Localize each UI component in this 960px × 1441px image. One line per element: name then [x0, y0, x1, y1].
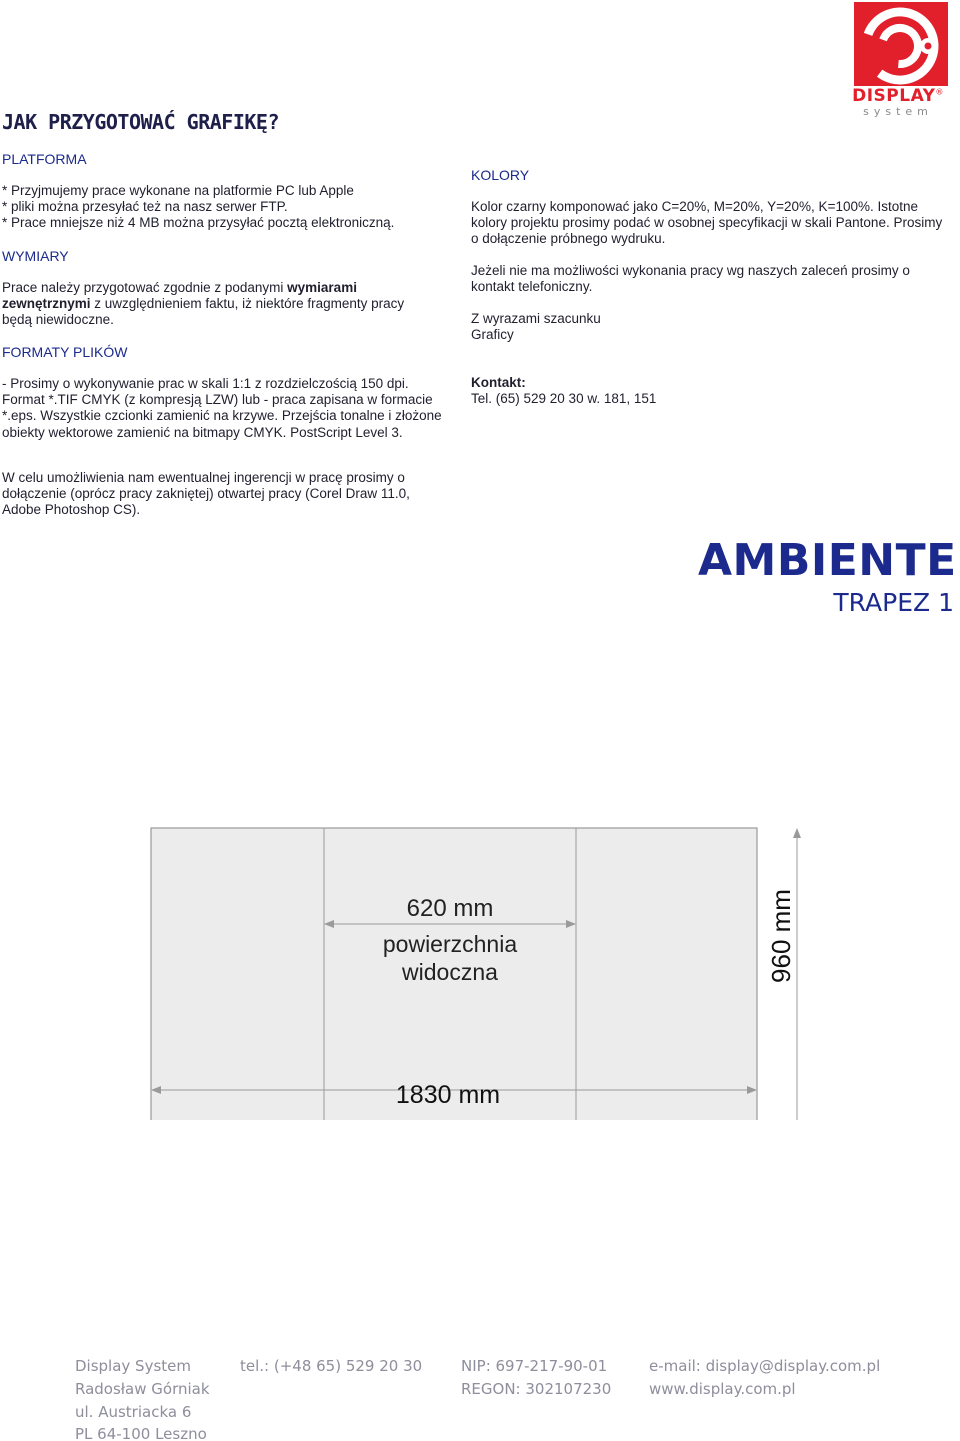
footer-line: REGON: 302107230 — [461, 1379, 612, 1398]
wymiary-text-bold: wymiarami zewnętrznymi — [2, 280, 357, 312]
kolory-text: Kolor czarny komponować jako C=20%, M=20%, Y=20%, K=100%. Istotne kolory projektu prosimy podać w osobnej specyfikacji w skali Pantone. Prosimy o dołączenie próbnego wydruku. — [471, 199, 943, 247]
platforma-text: * Przyjmujemy prace wykonane na platformie PC lub Apple * pliki można przesyłać też na nasz serwer FTP. * Prace mniejsze niż 4 MB można przysyłać pocztą elektroniczną. — [2, 183, 395, 231]
footer-contact — [649, 1355, 880, 1401]
kolory-heading: KOLORY — [471, 167, 530, 183]
wymiary-heading: WYMIARY — [2, 248, 69, 264]
footer-line: PL 64-100 Leszno — [75, 1425, 207, 1441]
footer-line: Radosław Górniak — [75, 1379, 210, 1398]
height-arrow-top — [793, 828, 801, 838]
footer-tax — [461, 1355, 611, 1401]
logo-target-icon — [854, 2, 948, 86]
footer-line: tel.: (+48 65) 529 20 30 — [240, 1357, 423, 1375]
wymiary-text-before: Prace należy przygotować zgodnie z podanymi — [2, 280, 288, 295]
formaty-extra: W celu umożliwienia nam ewentualnej ingerencji w pracę prosimy o dołączenie (oprócz pracy zakniętej) otwartej pracy (Corel Draw 11.0, Adobe Photoshop CS). — [2, 470, 410, 518]
visible-width-label: 620 mm — [406, 895, 494, 922]
formaty-text: - Prosimy o wykonywanie prac w skali 1:1 z rozdzielczością 150 dpi. Format *.TIF CMYK (z kompresją LZW) lub - praca zapisana w formacie *.eps. Wszystkie czcionki zamienić na krzywe. Przejścia tonalne i złożone obiekty wektorowe zamienić na bitmapy CMYK. PostScript Level 3. — [2, 376, 442, 440]
kolory-heading-wrap — [471, 167, 951, 183]
logo-mark — [854, 2, 948, 86]
visible-label-line1: powierzchnia — [382, 931, 518, 957]
kontakt-phone: Tel. (65) 529 20 30 w. 181, 151 — [471, 391, 657, 406]
visible-label-line2: widoczna — [402, 959, 498, 985]
footer-email[interactable]: e-mail: display@display.com.pl — [649, 1357, 881, 1375]
panel-svg — [140, 820, 820, 1120]
product-name: AMBIENTE — [698, 535, 957, 586]
kontakt-label: Kontakt: — [471, 375, 526, 390]
footer-phone — [240, 1355, 422, 1378]
registered-mark: ® — [935, 87, 944, 97]
platforma-section — [2, 151, 442, 167]
platforma-heading: PLATFORMA — [2, 151, 87, 167]
logo-subline: system — [863, 105, 933, 118]
footer-line: ul. Austriacka 6 — [75, 1402, 192, 1421]
display-system-logo — [848, 2, 948, 120]
formaty-heading-wrap — [2, 344, 442, 360]
regards-text: Z wyrazami szacunku Graficy — [471, 311, 601, 343]
footer-website[interactable]: www.display.com.pl — [649, 1379, 796, 1398]
formaty-heading: FORMATY PLIKÓW — [2, 344, 128, 360]
kolory-contact-note: Jeżeli nie ma możliwości wykonania pracy wg naszych zaleceń prosimy o kontakt telefoniczny. — [471, 263, 910, 295]
wymiary-text — [2, 280, 434, 329]
page-title: JAK PRZYGOTOWAĆ GRAFIKĘ? — [2, 110, 279, 134]
wymiary-heading-wrap — [2, 248, 442, 264]
total-width-label: 1830 mm — [395, 1081, 501, 1109]
height-label: 960 mm — [766, 889, 796, 983]
footer-company — [75, 1355, 210, 1441]
product-model: TRAPEZ 1 — [833, 588, 954, 617]
logo-wordmark: DISPLAY® — [852, 86, 944, 106]
wymiary-text-after: z uwzględnieniem faktu, iż niektóre fragmenty pracy będą niewidoczne. — [2, 296, 405, 328]
footer-line: NIP: 697-217-90-01 — [461, 1357, 608, 1375]
footer-line: Display System — [75, 1357, 191, 1375]
